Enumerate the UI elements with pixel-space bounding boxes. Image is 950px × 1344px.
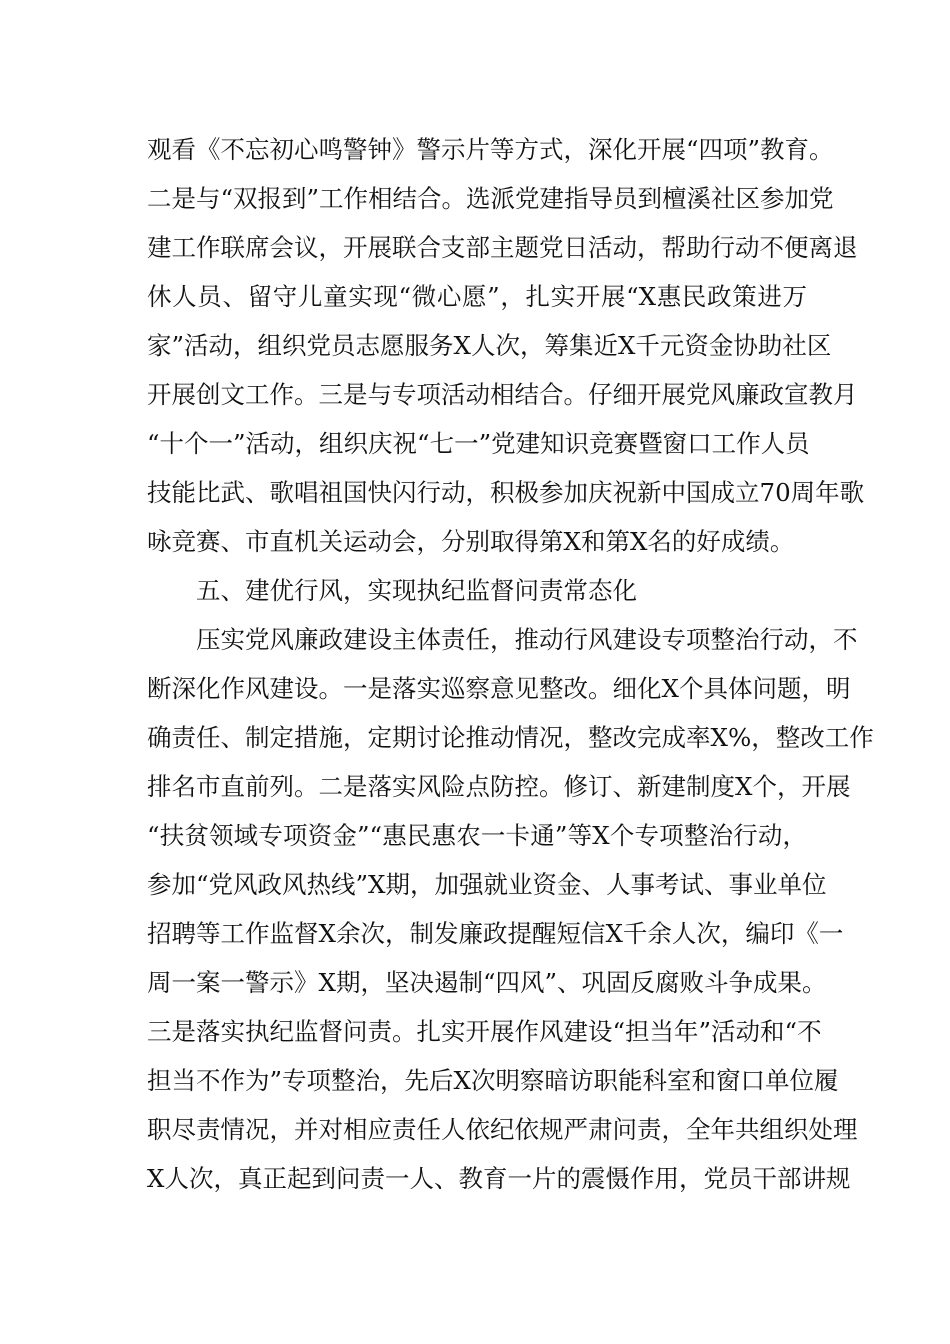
text-line: 观看《不忘初心鸣警钟》警示片等方式，深化开展“四项”教育。 <box>147 135 834 164</box>
text-line: 三是落实执纪监督问责。扎实开展作风建设“担当年”活动和“不 <box>147 1017 822 1046</box>
text-line: 休人员、留守儿童实现“微心愿”，扎实开展“X惠民政策进万 <box>147 282 807 311</box>
text-line: 确责任、制定措施，定期讨论推动情况，整改完成率X%，整改工作 <box>147 723 874 752</box>
text-line: 断深化作风建设。一是落实巡察意见整改。细化X个具体问题，明 <box>147 674 851 703</box>
text-line: 参加“党风政风热线”X期，加强就业资金、人事考试、事业单位 <box>147 870 827 899</box>
text-line: 压实党风廉政建设主体责任，推动行风建设专项整治行动，不 <box>196 625 858 654</box>
text-line: 担当不作为”专项整治，先后X次明察暗访职能科室和窗口单位履 <box>147 1066 839 1095</box>
text-line: 技能比武、歌唱祖国快闪行动，积极参加庆祝新中国成立70周年歌 <box>147 478 865 507</box>
text-line: X人次，真正起到问责一人、教育一片的震慑作用，党员干部讲规 <box>147 1164 851 1193</box>
text-line: 开展创文工作。三是与专项活动相结合。仔细开展党风廉政宣教月 <box>147 380 858 409</box>
text-line: “扶贫领域专项资金”“惠民惠农一卡通”等X个专项整治行动， <box>147 821 807 850</box>
text-line: 招聘等工作监督X余次，制发廉政提醒短信X千余人次，编印《一 <box>147 919 844 948</box>
text-line: 咏竞赛、市直机关运动会，分别取得第X和第X名的好成绩。 <box>147 527 795 556</box>
text-line: 二是与“双报到”工作相结合。选派党建指导员到檀溪社区参加党 <box>147 184 834 213</box>
text-line: 排名市直前列。二是落实风险点防控。修订、新建制度X个，开展 <box>147 772 851 801</box>
text-line: 职尽责情况，并对相应责任人依纪依规严肃问责，全年共组织处理 <box>147 1115 858 1144</box>
text-line: 家”活动，组织党员志愿服务X人次，筹集近X千元资金协助社区 <box>147 331 832 360</box>
text-line: “十个一”活动，组织庆祝“七一”党建知识竞赛暨窗口工作人员 <box>147 429 810 458</box>
text-line: 周一案一警示》X期，坚决遏制“四风”、巩固反腐败斗争成果。 <box>147 968 827 997</box>
text-line: 建工作联席会议，开展联合支部主题党日活动，帮助行动不便离退 <box>147 233 858 262</box>
section-heading: 五、建优行风，实现执纪监督问责常态化 <box>196 576 637 605</box>
